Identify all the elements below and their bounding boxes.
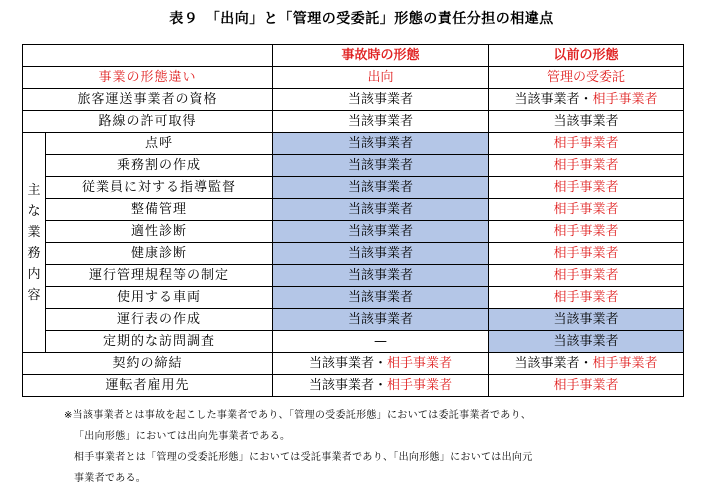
table-row — [23, 243, 684, 265]
previous-cell: 当該事業者 — [489, 111, 684, 133]
accident-cell: 当該事業者 — [273, 221, 489, 243]
toogai-text: 当該事業者 — [347, 92, 413, 107]
row-label: 従業員に対する指導監督 — [46, 177, 273, 199]
accident-cell: 当該事業者 — [273, 155, 489, 177]
toogai-text: 当該事業者 — [514, 356, 580, 371]
previous-cell — [489, 89, 684, 111]
separator: ・ — [373, 356, 387, 371]
aite-text: 相手事業者 — [592, 356, 658, 371]
row-label: 定期的な訪問調査 — [46, 331, 273, 353]
header-accident: 事故時の形態 — [273, 45, 489, 67]
row-label: 使用する車両 — [46, 287, 273, 309]
toogai-text: 当該事業者 — [308, 378, 374, 393]
accident-cell: 当該事業者 — [273, 243, 489, 265]
accident-cell — [273, 375, 489, 397]
table-row — [23, 133, 684, 155]
previous-cell: 相手事業者 — [489, 265, 684, 287]
table-row — [23, 111, 684, 133]
row-label: 契約の締結 — [23, 353, 273, 375]
footnote-line: ※当該事業者とは事故を起こした事業者であり、「管理の受委託形態」においては委託事業者であり、 — [64, 410, 532, 421]
table-row — [23, 331, 684, 353]
accident-cell — [273, 353, 489, 375]
row-label: 乗務割の作成 — [46, 155, 273, 177]
table-row — [23, 221, 684, 243]
previous-cell: 相手事業者 — [489, 155, 684, 177]
accident-cell: 当該事業者 — [273, 309, 489, 331]
header-empty-cell — [23, 45, 273, 67]
accident-cell: 当該事業者 — [273, 133, 489, 155]
table-row — [23, 155, 684, 177]
subheader-previous: 管理の受委託 — [489, 67, 684, 89]
previous-cell: 当該事業者 — [489, 331, 684, 353]
accident-cell: 当該事業者 — [273, 265, 489, 287]
previous-cell: 相手事業者 — [489, 177, 684, 199]
main-duties-vertical-label: 主 な 業 務 内 容 — [23, 133, 46, 353]
row-label: 旅客運送事業者の資格 — [23, 89, 273, 111]
row-label: 運転者雇用先 — [23, 375, 273, 397]
separator: ・ — [579, 356, 593, 371]
table-row — [23, 265, 684, 287]
accident-cell: 当該事業者 — [273, 199, 489, 221]
responsibility-table — [22, 44, 684, 397]
accident-cell: 当該事業者 — [273, 287, 489, 309]
table-row — [23, 309, 684, 331]
footnotes — [64, 405, 704, 489]
table-row — [23, 375, 684, 397]
row-label: 点呼 — [46, 133, 273, 155]
toogai-text: 当該事業者 — [308, 356, 374, 371]
row-label: 適性診断 — [46, 221, 273, 243]
previous-cell: 相手事業者 — [489, 199, 684, 221]
accident-cell — [273, 89, 489, 111]
previous-cell: 相手事業者 — [489, 375, 684, 397]
separator: ・ — [579, 92, 593, 107]
header-previous: 以前の形態 — [489, 45, 684, 67]
subheader-accident: 出向 — [273, 67, 489, 89]
previous-cell — [489, 353, 684, 375]
toogai-text: 当該事業者 — [514, 92, 580, 107]
row-label: 路線の許可取得 — [23, 111, 273, 133]
table-row — [23, 353, 684, 375]
footnote-line: 事業者である。 — [74, 473, 147, 484]
previous-cell: 相手事業者 — [489, 287, 684, 309]
aite-text: 相手事業者 — [387, 378, 453, 393]
row-label: 健康診断 — [46, 243, 273, 265]
aite-text: 相手事業者 — [592, 92, 658, 107]
accident-cell: 当該事業者 — [273, 111, 489, 133]
aite-text: 相手事業者 — [387, 356, 453, 371]
row-label: 運行表の作成 — [46, 309, 273, 331]
table-title: 表９ 「出向」と「管理の受委託」形態の責任分担の相違点 — [169, 11, 554, 27]
subheader-row — [23, 67, 684, 89]
accident-cell: — — [273, 331, 489, 353]
footnote-line: 「出向形態」においては出向先事業者である。 — [74, 431, 291, 442]
footnote-line: 相手事業者とは「管理の受委託形態」においては受託事業者であり、「出向形態」においては出向元 — [74, 452, 533, 463]
previous-cell: 当該事業者 — [489, 309, 684, 331]
header-row — [23, 45, 684, 67]
row-label: 運行管理規程等の制定 — [46, 265, 273, 287]
table-row — [23, 287, 684, 309]
previous-cell: 相手事業者 — [489, 133, 684, 155]
accident-cell: 当該事業者 — [273, 177, 489, 199]
previous-cell: 相手事業者 — [489, 243, 684, 265]
separator: ・ — [373, 378, 387, 393]
table-row — [23, 177, 684, 199]
previous-cell: 相手事業者 — [489, 221, 684, 243]
subheader-label: 事業の形態違い — [23, 67, 273, 89]
row-label: 整備管理 — [46, 199, 273, 221]
table-row — [23, 199, 684, 221]
table-row — [23, 89, 684, 111]
